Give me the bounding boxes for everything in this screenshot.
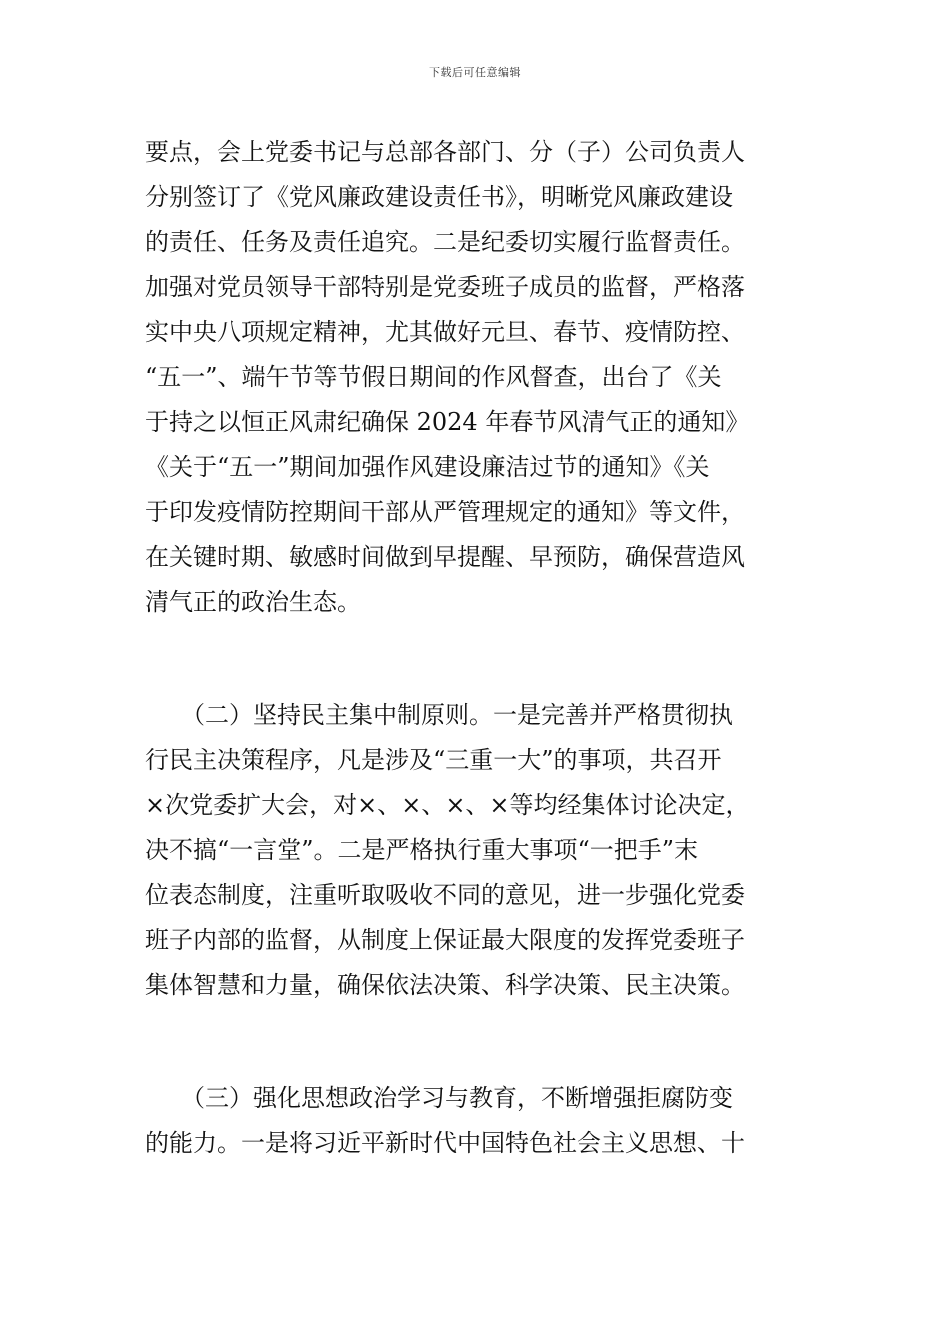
- text-line: 清气正的政治生态。: [145, 588, 361, 616]
- page-header-note: 下载后可任意编辑: [429, 66, 521, 79]
- paragraph-spacer: [145, 1008, 825, 1076]
- text-line: 的责任、任务及责任追究。二是纪委切实履行监督责任。: [145, 228, 745, 256]
- text-line: ×次党委扩大会，对×、×、×、×等均经集体讨论决定，: [145, 791, 750, 819]
- text-line: 在关键时期、敏感时间做到早提醒、早预防，确保营造风: [145, 543, 745, 571]
- text-line: （二）坚持民主集中制原则。一是完善并严格贯彻执: [145, 701, 733, 729]
- text-line: 分别签订了《党风廉政建设责任书》，明晰党风廉政建设: [145, 183, 733, 211]
- document-body: [145, 130, 825, 1166]
- text-line: 于持之以恒正风肃纪确保 2024 年春节风清气正的通知》: [145, 408, 750, 436]
- text-line: “五一”、端午节等节假日期间的作风督查，出台了《关: [145, 363, 722, 391]
- text-line: 位表态制度，注重听取吸收不同的意见，进一步强化党委: [145, 881, 745, 909]
- text-line: 班子内部的监督，从制度上保证最大限度的发挥党委班子: [145, 926, 745, 954]
- paragraph-1: [145, 130, 825, 625]
- paragraph-2: [145, 693, 825, 1008]
- text-line: 《关于“五一”期间加强作风建设廉洁过节的通知》《关: [145, 453, 710, 481]
- text-line: 于印发疫情防控期间干部从严管理规定的通知》等文件，: [145, 498, 745, 526]
- paragraph-spacer: [145, 625, 825, 693]
- text-line: 决不搞“一言堂”。二是严格执行重大事项“一把手”末: [145, 836, 699, 864]
- text-line: 的能力。一是将习近平新时代中国特色社会主义思想、十: [145, 1129, 745, 1157]
- paragraph-3: [145, 1076, 825, 1166]
- text-line: 实中央八项规定精神，尤其做好元旦、春节、疫情防控、: [145, 318, 745, 346]
- text-line: 加强对党员领导干部特别是党委班子成员的监督，严格落: [145, 273, 745, 301]
- text-line: 集体智慧和力量，确保依法决策、科学决策、民主决策。: [145, 971, 745, 999]
- text-line: （三）强化思想政治学习与教育，不断增强拒腐防变: [145, 1084, 733, 1112]
- text-line: 要点，会上党委书记与总部各部门、分（子）公司负责人: [145, 138, 745, 166]
- text-line: 行民主决策程序，凡是涉及“三重一大”的事项，共召开: [145, 746, 722, 774]
